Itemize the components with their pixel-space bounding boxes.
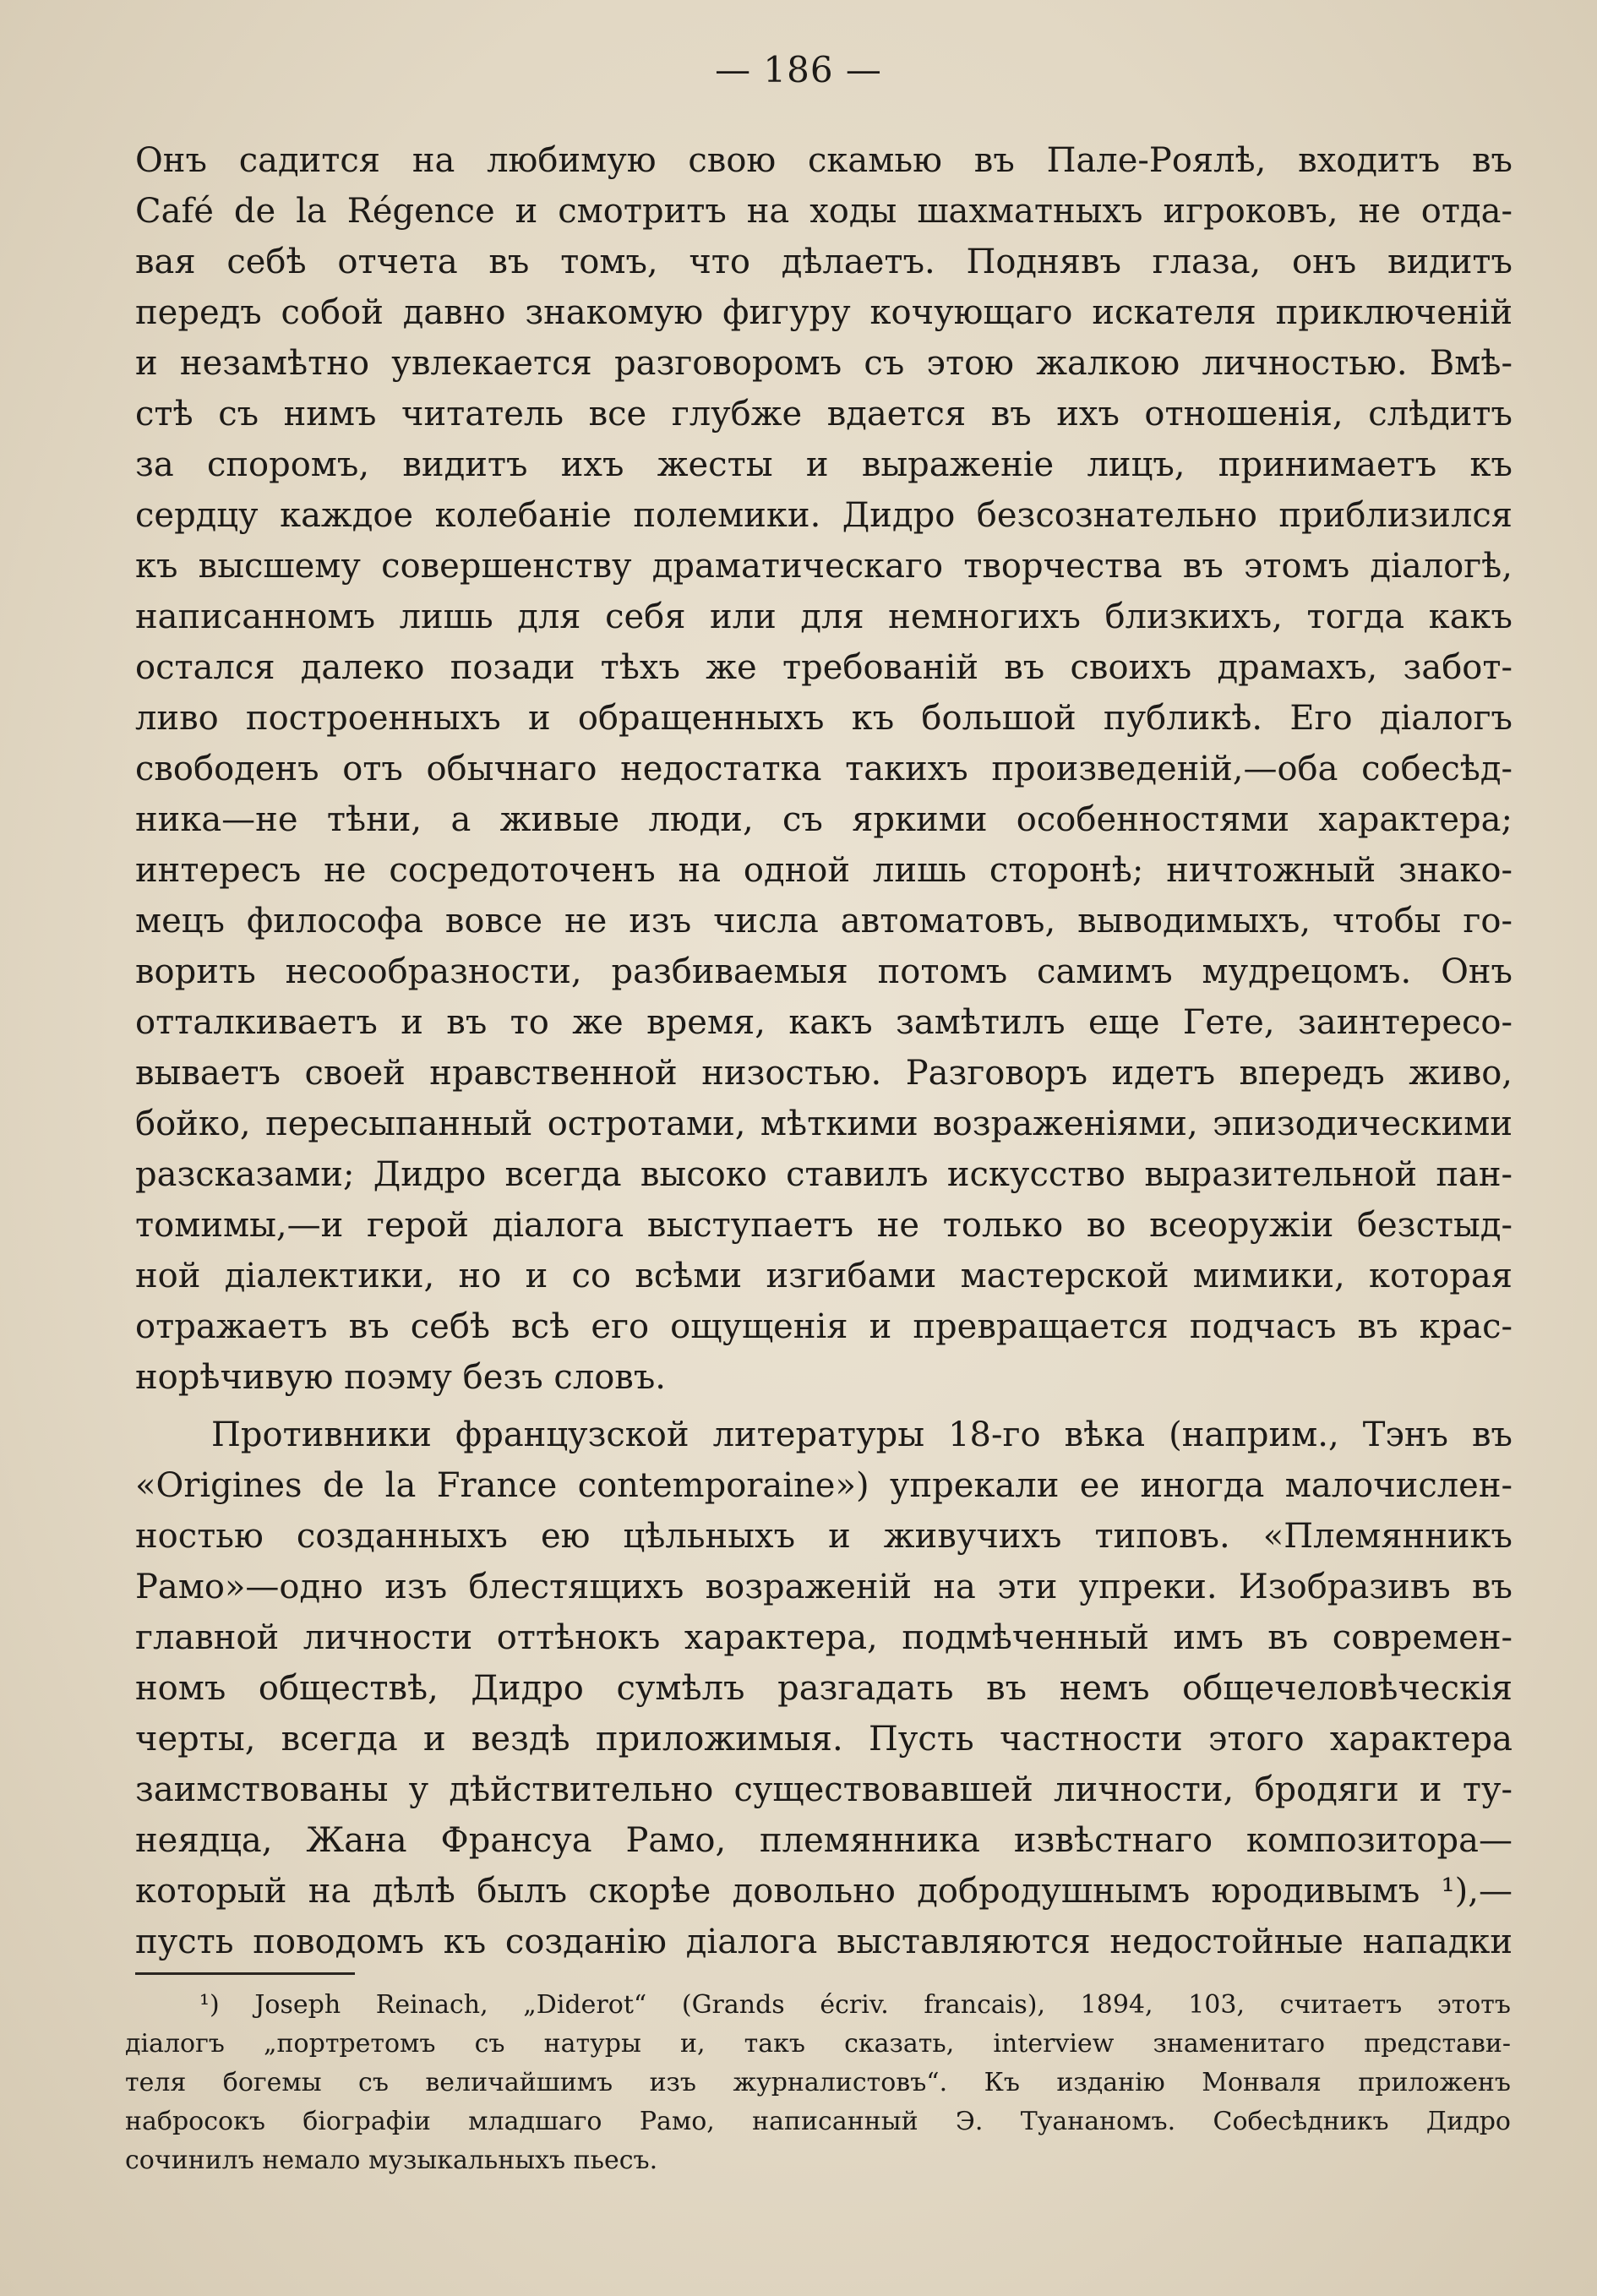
text-line: ника—не тѣни, а живые люди, съ яркими особенностями характера; — [135, 800, 1513, 839]
text-line: отражаетъ въ себѣ всѣ его ощущенія и превращается подчасъ въ крас- — [135, 1307, 1513, 1346]
text-line: передъ собой давно знакомую фигуру кочующаго искателя приключеній — [135, 293, 1513, 332]
text-line: стѣ съ нимъ читатель все глубже вдается въ ихъ отношенія, слѣдитъ — [135, 395, 1513, 434]
text-line: Рамо»—одно изъ блестящихъ возраженій на эти упреки. Изобразивъ въ — [135, 1568, 1513, 1606]
footnote-line: ¹) Joseph Reinach, „Diderot“ (Grands écriv. francais), 1894, 103, считаетъ этотъ — [199, 1990, 1511, 2020]
text-line: вываетъ своей нравственной низостью. Разговоръ идетъ впередъ живо, — [135, 1054, 1513, 1093]
text-line: интересъ не сосредоточенъ на одной лишь сторонѣ; ничтожный знако- — [135, 851, 1513, 890]
footnote — [125, 1986, 1511, 2180]
text-line: ворить несообразности, разбиваемыя потомъ самимъ мудрецомъ. Онъ — [135, 952, 1513, 991]
text-line: вая себѣ отчета въ томъ, что дѣлаетъ. Поднявъ глаза, онъ видитъ — [135, 243, 1513, 281]
page-number: — 186 — — [715, 49, 882, 90]
text-line: Противники французской литературы 18-го вѣка (наприм., Тэнъ въ — [211, 1415, 1513, 1454]
text-line: ностью созданныхъ ею цѣльныхъ и живучихъ типовъ. «Племянникъ — [135, 1517, 1513, 1556]
text-line: Café de la Régence и смотритъ на ходы шахматныхъ игроковъ, не отда- — [135, 192, 1513, 231]
paragraph-gap — [135, 1403, 1513, 1410]
footnote-line: теля богемы съ величайшимъ изъ журналистовъ“. Къ изданію Монваля приложенъ — [125, 2068, 1511, 2097]
text-line: неядца, Жана Франсуа Рамо, племянника извѣстнаго композитора— — [135, 1821, 1513, 1860]
text-line: мецъ философа вовсе не изъ числа автоматовъ, выводимыхъ, чтобы го- — [135, 902, 1513, 941]
text-line: черты, всегда и вездѣ приложимыя. Пусть частности этого характера — [135, 1720, 1513, 1759]
text-line: отталкиваетъ и въ то же время, какъ замѣтилъ еще Гете, заинтересо- — [135, 1003, 1513, 1042]
text-line: свободенъ отъ обычнаго недостатка такихъ произведеній,—оба собесѣд- — [135, 750, 1513, 788]
text-line: Онъ садится на любимую свою скамью въ Пале-Роялѣ, входитъ въ — [135, 141, 1513, 180]
text-line: томимы,—и герой діалога выступаетъ не только во всеоружіи безстыд- — [135, 1206, 1513, 1245]
text-line: «Origines de la France contemporaine») упрекали ее иногда малочислен- — [135, 1466, 1513, 1505]
text-line: сердцу каждое колебаніе полемики. Дидро безсознательно приблизился — [135, 496, 1513, 535]
text-line: остался далеко позади тѣхъ же требованій въ своихъ драмахъ, забот- — [135, 648, 1513, 687]
main-text — [135, 135, 1513, 1967]
text-line: который на дѣлѣ былъ скорѣе довольно добродушнымъ юродивымъ ¹),— — [135, 1872, 1513, 1911]
text-line: бойко, пересыпанный остротами, мѣткими возраженіями, эпизодическими — [135, 1104, 1513, 1143]
paragraph-2 — [135, 1410, 1513, 1967]
text-line: главной личности оттѣнокъ характера, подмѣченный имъ въ современ- — [135, 1618, 1513, 1657]
text-line: разсказами; Дидро всегда высоко ставилъ искусство выразительной пан- — [135, 1155, 1513, 1194]
footnote-divider — [135, 1972, 355, 1975]
text-line: ной діалектики, но и со всѣми изгибами мастерской мимики, которая — [135, 1257, 1513, 1295]
paragraph-1 — [135, 135, 1513, 1403]
text-line: и незамѣтно увлекается разговоромъ съ этою жалкою личностью. Вмѣ- — [135, 344, 1513, 383]
footnote-line: сочинилъ немало музыкальныхъ пьесъ. — [125, 2146, 658, 2175]
text-line: норѣчивую поэму безъ словъ. — [135, 1358, 666, 1397]
text-line: номъ обществѣ, Дидро сумѣлъ разгадать въ немъ общечеловѣческія — [135, 1669, 1513, 1708]
text-line: написанномъ лишь для себя или для немногихъ близкихъ, тогда какъ — [135, 597, 1513, 636]
text-line: заимствованы у дѣйствительно существовавшей личности, бродяги и ту- — [135, 1770, 1513, 1809]
footnote-line: набросокъ біографіи младшаго Рамо, написанный Э. Туананомъ. Собесѣдникъ Дидро — [125, 2107, 1511, 2136]
text-line: пусть поводомъ къ созданію діалога выставляются недостойные нападки — [135, 1922, 1513, 1961]
text-line: за споромъ, видитъ ихъ жесты и выраженіе лицъ, принимаетъ къ — [135, 445, 1513, 484]
text-line: къ высшему совершенству драматическаго творчества въ этомъ діалогѣ, — [135, 547, 1513, 586]
text-line: ливо построенныхъ и обращенныхъ къ большой публикѣ. Его діалогъ — [135, 699, 1513, 738]
footnote-line: діалогъ „портретомъ съ натуры и, такъ сказать, interview знаменитаго представи- — [125, 2029, 1511, 2059]
